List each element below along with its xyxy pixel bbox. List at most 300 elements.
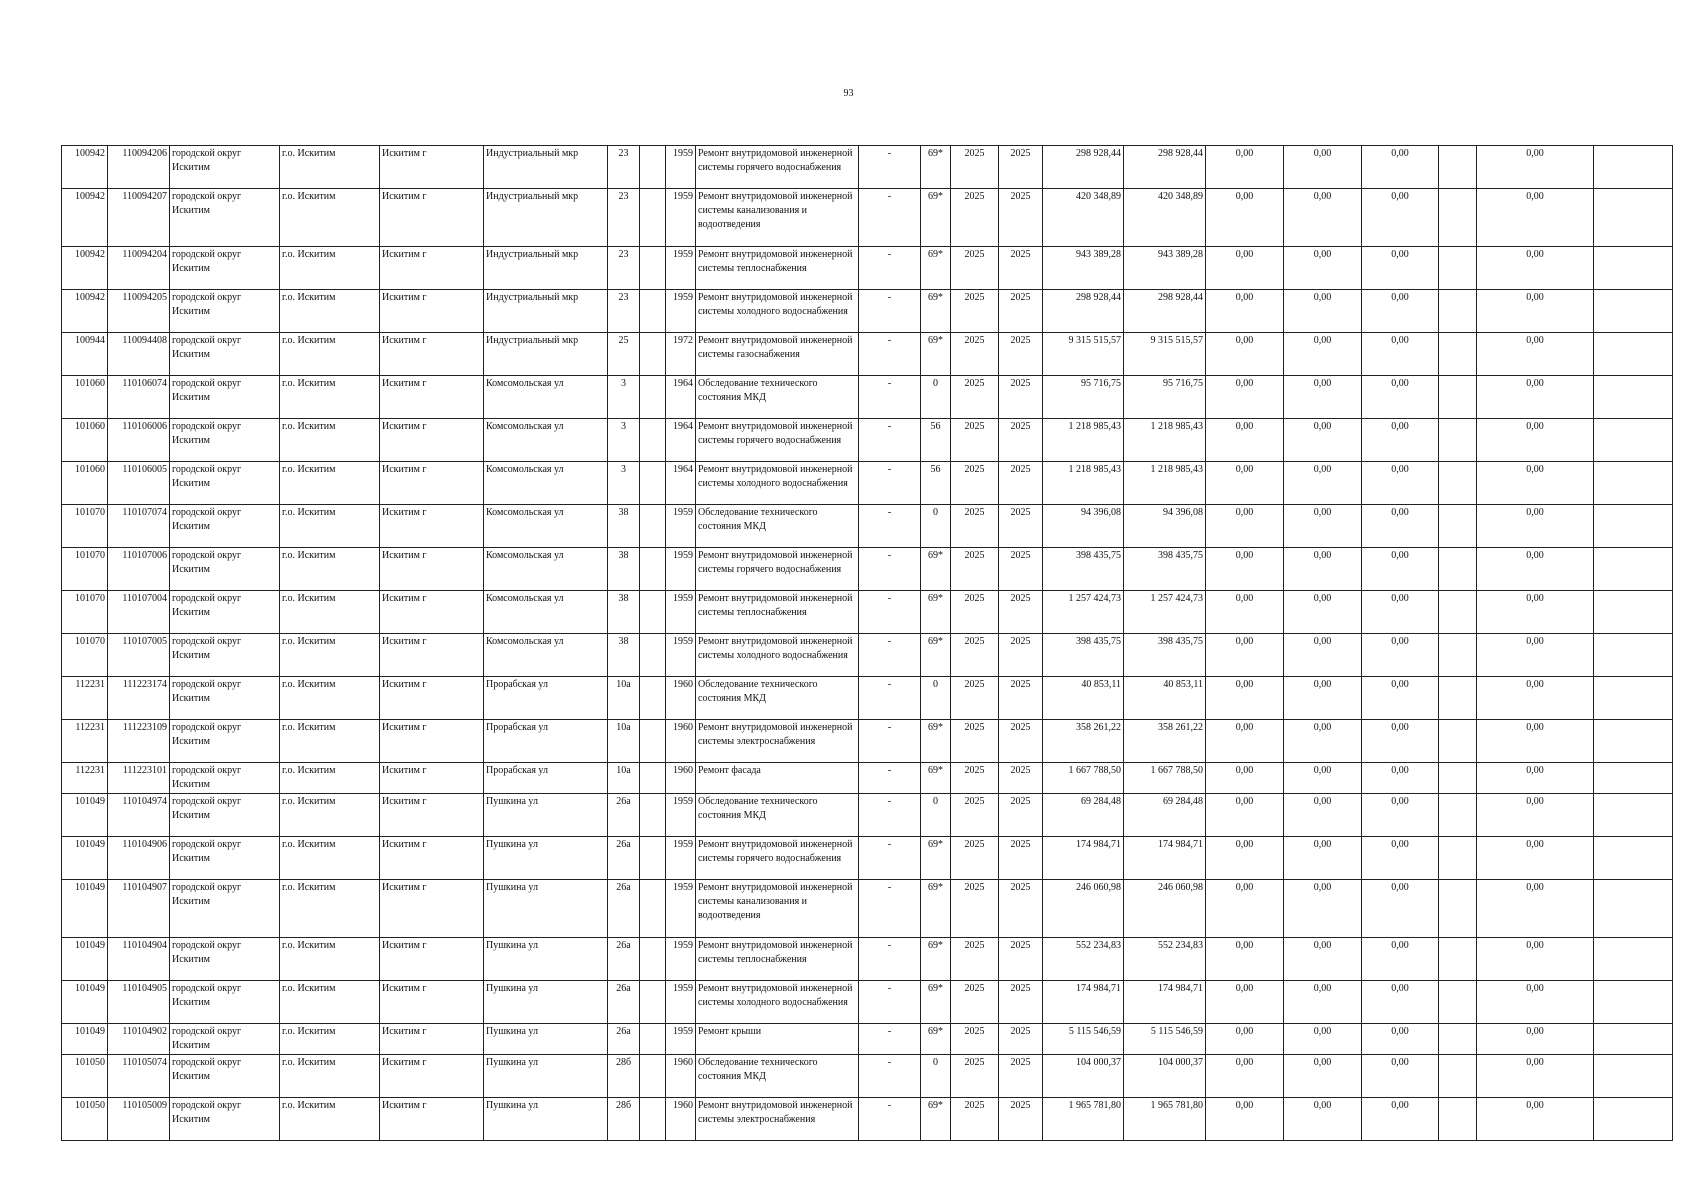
value1-cell: 0,00 (1206, 290, 1284, 333)
end-year-cell: 2025 (999, 720, 1043, 763)
value3-cell: 0,00 (1362, 677, 1439, 720)
end-year-cell: 2025 (999, 146, 1043, 189)
work-type-cell: Обследование технического состояния МКД (696, 1055, 859, 1098)
municipality-cell: г.о. Искитим (280, 548, 380, 591)
house-id-cell: 101060 (62, 376, 108, 419)
letter-cell (640, 591, 666, 634)
value2-cell: 0,00 (1284, 677, 1362, 720)
end-year-cell: 2025 (999, 938, 1043, 981)
end-year-cell: 2025 (999, 333, 1043, 376)
wear-cell: 0 (921, 505, 951, 548)
letter-cell (640, 880, 666, 938)
value1-cell: 0,00 (1206, 376, 1284, 419)
house-number-cell: 10а (608, 720, 640, 763)
street-cell: Пушкина ул (484, 794, 608, 837)
street-cell: Комсомольская ул (484, 548, 608, 591)
cost-cell: 1 218 985,43 (1043, 419, 1124, 462)
work-type-cell: Ремонт фасада (696, 763, 859, 794)
work-type-cell: Ремонт внутридомовой инженерной системы горячего водоснабжения (696, 146, 859, 189)
house-number-cell: 26а (608, 837, 640, 880)
value4-cell (1439, 720, 1477, 763)
work-type-cell: Ремонт внутридомовой инженерной системы канализования и водоотведения (696, 880, 859, 938)
settlement-cell: Искитим г (380, 880, 484, 938)
year-cell: 1960 (666, 720, 696, 763)
letter-cell (640, 634, 666, 677)
start-year-cell: 2025 (951, 548, 999, 591)
district-cell: городской округ Искитим (170, 720, 280, 763)
value5-cell: 0,00 (1477, 1098, 1594, 1141)
street-cell: Комсомольская ул (484, 376, 608, 419)
municipality-cell: г.о. Искитим (280, 1055, 380, 1098)
value3-cell: 0,00 (1362, 419, 1439, 462)
street-cell: Пушкина ул (484, 880, 608, 938)
value3-cell: 0,00 (1362, 1055, 1439, 1098)
house-number-cell: 10а (608, 677, 640, 720)
value6-cell (1594, 634, 1673, 677)
house-number-cell: 26а (608, 938, 640, 981)
work-code-cell: 110094206 (108, 146, 170, 189)
letter-cell (640, 677, 666, 720)
district-cell: городской округ Искитим (170, 1024, 280, 1055)
year-cell: 1959 (666, 591, 696, 634)
table-row (62, 290, 1673, 333)
dash-cell: - (859, 720, 921, 763)
work-type-cell: Ремонт внутридомовой инженерной системы холодного водоснабжения (696, 462, 859, 505)
dash-cell: - (859, 837, 921, 880)
wear-cell: 69* (921, 247, 951, 290)
street-cell: Комсомольская ул (484, 419, 608, 462)
work-code-cell: 110106006 (108, 419, 170, 462)
end-year-cell: 2025 (999, 548, 1043, 591)
start-year-cell: 2025 (951, 419, 999, 462)
value6-cell (1594, 333, 1673, 376)
work-type-cell: Обследование технического состояния МКД (696, 677, 859, 720)
cost-cell: 104 000,37 (1043, 1055, 1124, 1098)
value1-cell: 0,00 (1206, 1024, 1284, 1055)
work-code-cell: 110104904 (108, 938, 170, 981)
letter-cell (640, 419, 666, 462)
value6-cell (1594, 981, 1673, 1024)
end-year-cell: 2025 (999, 1098, 1043, 1141)
value2-cell: 0,00 (1284, 763, 1362, 794)
value5-cell: 0,00 (1477, 677, 1594, 720)
settlement-cell: Искитим г (380, 720, 484, 763)
wear-cell: 69* (921, 938, 951, 981)
house-number-cell: 38 (608, 634, 640, 677)
dash-cell: - (859, 189, 921, 247)
start-year-cell: 2025 (951, 794, 999, 837)
cost-cell: 246 060,98 (1043, 880, 1124, 938)
value6-cell (1594, 1024, 1673, 1055)
dash-cell: - (859, 1055, 921, 1098)
municipality-cell: г.о. Искитим (280, 419, 380, 462)
work-type-cell: Обследование технического состояния МКД (696, 376, 859, 419)
year-cell: 1959 (666, 880, 696, 938)
work-type-cell: Ремонт внутридомовой инженерной системы теплоснабжения (696, 247, 859, 290)
cost-cell: 95 716,75 (1043, 376, 1124, 419)
table-body (62, 146, 1673, 1141)
cost-cell: 552 234,83 (1043, 938, 1124, 981)
value6-cell (1594, 837, 1673, 880)
letter-cell (640, 505, 666, 548)
value6-cell (1594, 247, 1673, 290)
start-year-cell: 2025 (951, 505, 999, 548)
house-id-cell: 100942 (62, 189, 108, 247)
cost-cell: 1 257 424,73 (1043, 591, 1124, 634)
value1-cell: 0,00 (1206, 794, 1284, 837)
house-id-cell: 101060 (62, 419, 108, 462)
start-year-cell: 2025 (951, 462, 999, 505)
work-type-cell: Ремонт внутридомовой инженерной системы горячего водоснабжения (696, 837, 859, 880)
value5-cell: 0,00 (1477, 247, 1594, 290)
district-cell: городской округ Искитим (170, 837, 280, 880)
letter-cell (640, 462, 666, 505)
table-row (62, 189, 1673, 247)
value1-cell: 0,00 (1206, 763, 1284, 794)
value4-cell (1439, 290, 1477, 333)
start-year-cell: 2025 (951, 720, 999, 763)
value1-cell: 0,00 (1206, 720, 1284, 763)
letter-cell (640, 247, 666, 290)
value6-cell (1594, 290, 1673, 333)
house-number-cell: 23 (608, 290, 640, 333)
value2-cell: 0,00 (1284, 591, 1362, 634)
house-id-cell: 112231 (62, 720, 108, 763)
value5-cell: 0,00 (1477, 1024, 1594, 1055)
value3-cell: 0,00 (1362, 247, 1439, 290)
value6-cell (1594, 938, 1673, 981)
wear-cell: 0 (921, 677, 951, 720)
value5-cell: 0,00 (1477, 938, 1594, 981)
work-code-cell: 110106074 (108, 376, 170, 419)
end-year-cell: 2025 (999, 1055, 1043, 1098)
wear-cell: 69* (921, 548, 951, 591)
end-year-cell: 2025 (999, 462, 1043, 505)
table-row (62, 763, 1673, 794)
value1-cell: 0,00 (1206, 247, 1284, 290)
municipality-cell: г.о. Искитим (280, 1024, 380, 1055)
value2-cell: 0,00 (1284, 880, 1362, 938)
value3-cell: 0,00 (1362, 794, 1439, 837)
table-row (62, 634, 1673, 677)
letter-cell (640, 376, 666, 419)
street-cell: Индустриальный мкр (484, 146, 608, 189)
fund-cell: 1 667 788,50 (1124, 763, 1206, 794)
value3-cell: 0,00 (1362, 462, 1439, 505)
settlement-cell: Искитим г (380, 981, 484, 1024)
fund-cell: 943 389,28 (1124, 247, 1206, 290)
value2-cell: 0,00 (1284, 462, 1362, 505)
house-id-cell: 101070 (62, 591, 108, 634)
year-cell: 1972 (666, 333, 696, 376)
house-id-cell: 101049 (62, 1024, 108, 1055)
value5-cell: 0,00 (1477, 794, 1594, 837)
value6-cell (1594, 462, 1673, 505)
letter-cell (640, 290, 666, 333)
wear-cell: 69* (921, 981, 951, 1024)
work-code-cell: 110107004 (108, 591, 170, 634)
value2-cell: 0,00 (1284, 837, 1362, 880)
street-cell: Комсомольская ул (484, 634, 608, 677)
value2-cell: 0,00 (1284, 1024, 1362, 1055)
house-id-cell: 100942 (62, 290, 108, 333)
municipality-cell: г.о. Искитим (280, 677, 380, 720)
year-cell: 1959 (666, 146, 696, 189)
value2-cell: 0,00 (1284, 333, 1362, 376)
value5-cell: 0,00 (1477, 146, 1594, 189)
street-cell: Комсомольская ул (484, 462, 608, 505)
value1-cell: 0,00 (1206, 634, 1284, 677)
work-code-cell: 110094204 (108, 247, 170, 290)
value6-cell (1594, 1055, 1673, 1098)
dash-cell: - (859, 333, 921, 376)
district-cell: городской округ Искитим (170, 880, 280, 938)
year-cell: 1959 (666, 837, 696, 880)
municipality-cell: г.о. Искитим (280, 720, 380, 763)
value5-cell: 0,00 (1477, 981, 1594, 1024)
street-cell: Пушкина ул (484, 837, 608, 880)
value4-cell (1439, 376, 1477, 419)
municipality-cell: г.о. Искитим (280, 837, 380, 880)
start-year-cell: 2025 (951, 1055, 999, 1098)
work-code-cell: 110107006 (108, 548, 170, 591)
district-cell: городской округ Искитим (170, 591, 280, 634)
municipality-cell: г.о. Искитим (280, 938, 380, 981)
end-year-cell: 2025 (999, 634, 1043, 677)
dash-cell: - (859, 794, 921, 837)
value5-cell: 0,00 (1477, 720, 1594, 763)
street-cell: Комсомольская ул (484, 505, 608, 548)
district-cell: городской округ Искитим (170, 290, 280, 333)
letter-cell (640, 837, 666, 880)
value3-cell: 0,00 (1362, 376, 1439, 419)
work-code-cell: 110104906 (108, 837, 170, 880)
dash-cell: - (859, 880, 921, 938)
work-code-cell: 110094205 (108, 290, 170, 333)
value1-cell: 0,00 (1206, 1055, 1284, 1098)
house-number-cell: 25 (608, 333, 640, 376)
value6-cell (1594, 1098, 1673, 1141)
street-cell: Прорабская ул (484, 677, 608, 720)
year-cell: 1960 (666, 1055, 696, 1098)
start-year-cell: 2025 (951, 634, 999, 677)
value3-cell: 0,00 (1362, 1024, 1439, 1055)
work-code-cell: 110105074 (108, 1055, 170, 1098)
value4-cell (1439, 938, 1477, 981)
value4-cell (1439, 419, 1477, 462)
end-year-cell: 2025 (999, 591, 1043, 634)
house-number-cell: 26а (608, 981, 640, 1024)
value4-cell (1439, 591, 1477, 634)
wear-cell: 0 (921, 376, 951, 419)
value2-cell: 0,00 (1284, 146, 1362, 189)
work-code-cell: 110105009 (108, 1098, 170, 1141)
work-type-cell: Ремонт внутридомовой инженерной системы канализования и водоотведения (696, 189, 859, 247)
dash-cell: - (859, 763, 921, 794)
dash-cell: - (859, 677, 921, 720)
letter-cell (640, 794, 666, 837)
table-row (62, 146, 1673, 189)
dash-cell: - (859, 146, 921, 189)
end-year-cell: 2025 (999, 247, 1043, 290)
wear-cell: 69* (921, 333, 951, 376)
value3-cell: 0,00 (1362, 333, 1439, 376)
value5-cell: 0,00 (1477, 290, 1594, 333)
dash-cell: - (859, 1098, 921, 1141)
value2-cell: 0,00 (1284, 290, 1362, 333)
value5-cell: 0,00 (1477, 333, 1594, 376)
house-id-cell: 101049 (62, 794, 108, 837)
wear-cell: 69* (921, 634, 951, 677)
year-cell: 1959 (666, 981, 696, 1024)
value6-cell (1594, 548, 1673, 591)
wear-cell: 69* (921, 720, 951, 763)
district-cell: городской округ Искитим (170, 1055, 280, 1098)
value3-cell: 0,00 (1362, 290, 1439, 333)
house-id-cell: 101060 (62, 462, 108, 505)
year-cell: 1964 (666, 462, 696, 505)
work-type-cell: Ремонт внутридомовой инженерной системы горячего водоснабжения (696, 419, 859, 462)
year-cell: 1959 (666, 247, 696, 290)
value1-cell: 0,00 (1206, 419, 1284, 462)
house-id-cell: 101070 (62, 548, 108, 591)
wear-cell: 0 (921, 1055, 951, 1098)
table-row (62, 333, 1673, 376)
cost-cell: 174 984,71 (1043, 837, 1124, 880)
fund-cell: 246 060,98 (1124, 880, 1206, 938)
municipality-cell: г.о. Искитим (280, 189, 380, 247)
page-number: 93 (843, 88, 854, 99)
fund-cell: 174 984,71 (1124, 837, 1206, 880)
value4-cell (1439, 1024, 1477, 1055)
value3-cell: 0,00 (1362, 548, 1439, 591)
fund-cell: 5 115 546,59 (1124, 1024, 1206, 1055)
municipality-cell: г.о. Искитим (280, 981, 380, 1024)
wear-cell: 69* (921, 146, 951, 189)
value5-cell: 0,00 (1477, 376, 1594, 419)
value6-cell (1594, 146, 1673, 189)
value5-cell: 0,00 (1477, 837, 1594, 880)
end-year-cell: 2025 (999, 505, 1043, 548)
value6-cell (1594, 763, 1673, 794)
value3-cell: 0,00 (1362, 880, 1439, 938)
table-row (62, 505, 1673, 548)
end-year-cell: 2025 (999, 189, 1043, 247)
fund-cell: 298 928,44 (1124, 290, 1206, 333)
fund-cell: 420 348,89 (1124, 189, 1206, 247)
table-row (62, 419, 1673, 462)
settlement-cell: Искитим г (380, 1098, 484, 1141)
district-cell: городской округ Искитим (170, 548, 280, 591)
value3-cell: 0,00 (1362, 591, 1439, 634)
district-cell: городской округ Искитим (170, 189, 280, 247)
dash-cell: - (859, 462, 921, 505)
start-year-cell: 2025 (951, 837, 999, 880)
cost-cell: 298 928,44 (1043, 290, 1124, 333)
value4-cell (1439, 763, 1477, 794)
district-cell: городской округ Искитим (170, 763, 280, 794)
settlement-cell: Искитим г (380, 763, 484, 794)
value1-cell: 0,00 (1206, 189, 1284, 247)
start-year-cell: 2025 (951, 677, 999, 720)
dash-cell: - (859, 938, 921, 981)
street-cell: Комсомольская ул (484, 591, 608, 634)
wear-cell: 56 (921, 419, 951, 462)
wear-cell: 69* (921, 1098, 951, 1141)
cost-cell: 1 667 788,50 (1043, 763, 1124, 794)
district-cell: городской округ Искитим (170, 419, 280, 462)
street-cell: Пушкина ул (484, 981, 608, 1024)
work-code-cell: 110104974 (108, 794, 170, 837)
value6-cell (1594, 376, 1673, 419)
settlement-cell: Искитим г (380, 837, 484, 880)
value2-cell: 0,00 (1284, 376, 1362, 419)
street-cell: Индустриальный мкр (484, 189, 608, 247)
cost-cell: 298 928,44 (1043, 146, 1124, 189)
letter-cell (640, 1024, 666, 1055)
start-year-cell: 2025 (951, 1024, 999, 1055)
house-number-cell: 28б (608, 1055, 640, 1098)
value4-cell (1439, 794, 1477, 837)
dash-cell: - (859, 1024, 921, 1055)
house-number-cell: 38 (608, 505, 640, 548)
work-code-cell: 110104905 (108, 981, 170, 1024)
house-number-cell: 38 (608, 548, 640, 591)
value1-cell: 0,00 (1206, 333, 1284, 376)
settlement-cell: Искитим г (380, 290, 484, 333)
wear-cell: 69* (921, 1024, 951, 1055)
value5-cell: 0,00 (1477, 189, 1594, 247)
settlement-cell: Искитим г (380, 462, 484, 505)
street-cell: Пушкина ул (484, 938, 608, 981)
work-type-cell: Ремонт внутридомовой инженерной системы электроснабжения (696, 1098, 859, 1141)
value4-cell (1439, 146, 1477, 189)
start-year-cell: 2025 (951, 247, 999, 290)
letter-cell (640, 1098, 666, 1141)
end-year-cell: 2025 (999, 763, 1043, 794)
value4-cell (1439, 247, 1477, 290)
district-cell: городской округ Искитим (170, 1098, 280, 1141)
table-row (62, 938, 1673, 981)
settlement-cell: Искитим г (380, 376, 484, 419)
end-year-cell: 2025 (999, 290, 1043, 333)
fund-cell: 1 218 985,43 (1124, 419, 1206, 462)
fund-cell: 104 000,37 (1124, 1055, 1206, 1098)
value1-cell: 0,00 (1206, 677, 1284, 720)
work-type-cell: Ремонт внутридомовой инженерной системы холодного водоснабжения (696, 290, 859, 333)
settlement-cell: Искитим г (380, 333, 484, 376)
start-year-cell: 2025 (951, 146, 999, 189)
house-number-cell: 26а (608, 880, 640, 938)
value3-cell: 0,00 (1362, 1098, 1439, 1141)
house-number-cell: 3 (608, 376, 640, 419)
settlement-cell: Искитим г (380, 247, 484, 290)
value5-cell: 0,00 (1477, 591, 1594, 634)
district-cell: городской округ Искитим (170, 938, 280, 981)
start-year-cell: 2025 (951, 938, 999, 981)
letter-cell (640, 548, 666, 591)
start-year-cell: 2025 (951, 189, 999, 247)
wear-cell: 69* (921, 591, 951, 634)
settlement-cell: Искитим г (380, 189, 484, 247)
value2-cell: 0,00 (1284, 938, 1362, 981)
table-row (62, 247, 1673, 290)
work-type-cell: Обследование технического состояния МКД (696, 505, 859, 548)
year-cell: 1959 (666, 794, 696, 837)
house-number-cell: 28б (608, 1098, 640, 1141)
start-year-cell: 2025 (951, 763, 999, 794)
street-cell: Прорабская ул (484, 763, 608, 794)
